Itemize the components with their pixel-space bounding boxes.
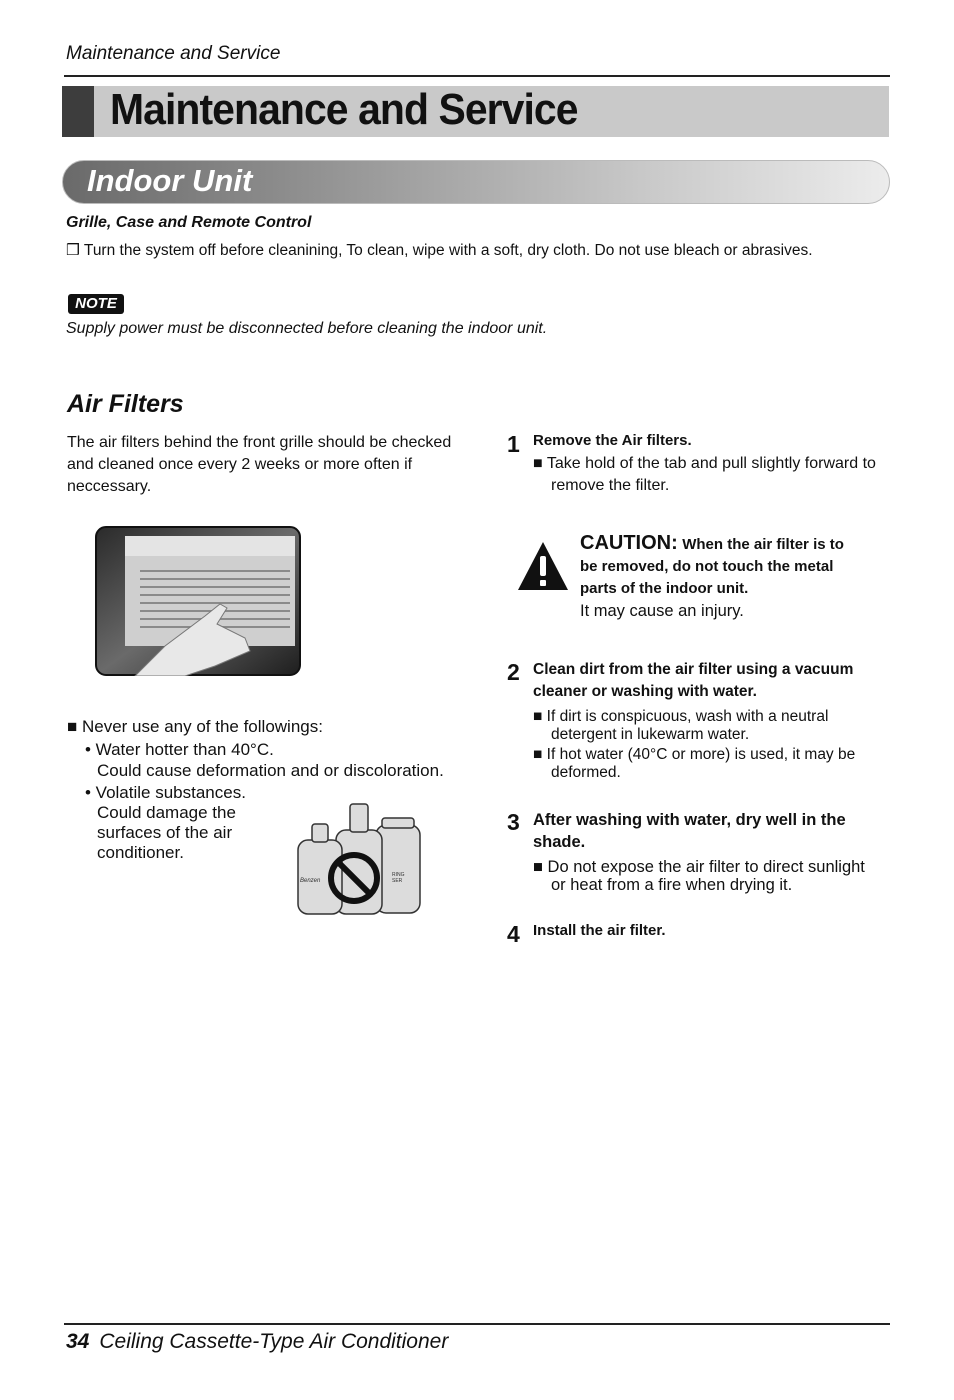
step-2-bullet [533, 708, 828, 744]
bullet-line: remove the filter. [551, 477, 670, 494]
water-hot-item: • Water hotter than 40°C. [85, 740, 274, 759]
page-number: 34 [66, 1330, 90, 1353]
grille-heading: Grille, Case and Remote Control [66, 214, 312, 231]
never-use: ■ Never use any of the followings: [67, 717, 323, 736]
title-bar-block [62, 86, 94, 137]
prohibited-bottles-illustration [296, 800, 424, 918]
caution-note: It may cause an injury. [580, 602, 744, 620]
note-text: Supply power must be disconnected before cleaning the indoor unit. [66, 320, 548, 337]
intro-line: neccessary. [67, 478, 152, 495]
filter-removal-photo [95, 526, 301, 676]
step-number: 3 [507, 809, 520, 835]
bullet-line: deformed. [551, 764, 621, 781]
water-hot-consequence: Could cause deformation and or discoloration. [97, 761, 444, 780]
step-title [533, 809, 846, 853]
step-number: 1 [507, 431, 520, 457]
caution-label: CAUTION: [580, 532, 678, 554]
caution-block [580, 532, 844, 622]
caution-text: When the air filter is to [682, 536, 844, 553]
intro-line: and cleaned once every 2 weeks or more often if [67, 456, 413, 473]
grille-text: ❒ Turn the system off before cleanining, To clean, wipe with a soft, dry cloth. Do not use bleach or abrasives. [66, 242, 813, 259]
step-title [533, 659, 853, 703]
bullet-line: detergent in lukewarm water. [551, 726, 750, 743]
svg-text:RING: RING [392, 872, 405, 878]
step-number: 4 [507, 921, 520, 947]
caution-text: parts of the indoor unit. [580, 580, 749, 597]
footer [66, 1330, 448, 1354]
volatile-line: Could damage the [97, 803, 236, 822]
bullet-line: ■ Do not expose the air filter to direct sunlight [533, 858, 865, 876]
air-filters-heading: Air Filters [67, 390, 184, 418]
warning-triangle-icon [516, 540, 570, 592]
note-badge: NOTE [68, 294, 124, 314]
section-title: Indoor Unit [87, 163, 253, 198]
caution-text: be removed, do not touch the metal [580, 558, 834, 575]
volatile-line: surfaces of the air [97, 823, 233, 842]
page-title: Maintenance and Service [110, 85, 578, 134]
svg-text:SER: SER [392, 878, 403, 884]
step-title-line: After washing with water, dry well in the [533, 811, 846, 829]
air-filters-intro [67, 432, 451, 498]
svg-text:Benzen: Benzen [300, 878, 321, 884]
step-title-line: shade. [533, 833, 586, 851]
volatile-line: • Volatile substances. [85, 783, 246, 802]
step-number: 2 [507, 659, 520, 685]
step-title: Remove the Air filters. [533, 432, 692, 449]
running-header: Maintenance and Service [66, 43, 281, 64]
footer-title: Ceiling Cassette-Type Air Conditioner [99, 1330, 449, 1353]
bullet-line: or heat from a fire when drying it. [551, 876, 793, 894]
footer-rule [64, 1323, 890, 1325]
bullet-line: ■ If hot water (40°C or more) is used, it may be [533, 746, 856, 763]
step-title: Install the air filter. [533, 922, 666, 939]
step-1-bullet [533, 453, 876, 497]
bullet-line: ■ If dirt is conspicuous, wash with a neutral [533, 708, 829, 725]
volatile-item [85, 783, 246, 863]
step-2-bullet [533, 746, 855, 782]
step-title-line: cleaner or washing with water. [533, 683, 757, 700]
bullet-line: ■ Take hold of the tab and pull slightly forward to [533, 455, 876, 472]
header-rule [64, 75, 890, 77]
step-title-line: Clean dirt from the air filter using a vacuum [533, 661, 854, 678]
intro-line: The air filters behind the front grille should be checked [67, 434, 452, 451]
step-3-bullet [533, 858, 865, 894]
volatile-line: conditioner. [97, 843, 184, 862]
